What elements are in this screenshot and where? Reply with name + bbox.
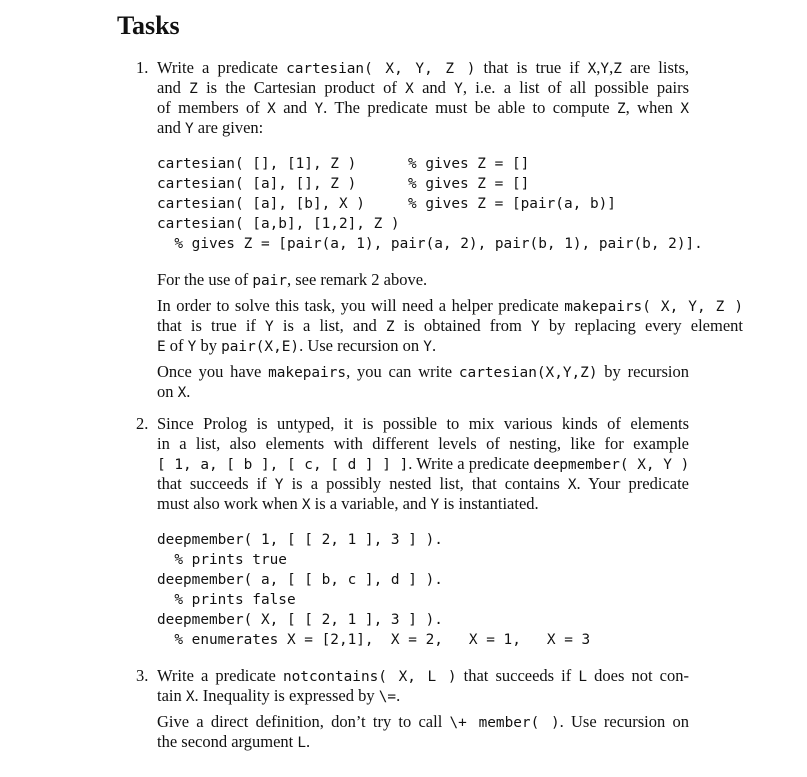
inline-code: Y <box>265 319 274 335</box>
text-segment: . <box>306 732 311 751</box>
text-segment: of <box>165 336 188 355</box>
text-segment: In order to solve this task, you will need a helper predicate <box>157 296 565 315</box>
text-segment: . <box>186 382 191 401</box>
inline-code: Z <box>385 319 395 335</box>
text-segment: in a list, also elements with different levels of nesting, like for example <box>157 434 689 453</box>
text-segment: on <box>157 382 178 401</box>
text-line <box>157 336 436 357</box>
inline-code: Z <box>613 61 622 77</box>
inline-code: pair <box>252 273 287 289</box>
text-segment: Write a predicate <box>157 58 287 77</box>
text-segment: are lists, <box>621 58 689 77</box>
text-segment: . Use recursion on <box>559 712 689 731</box>
inline-code: Y <box>531 319 540 335</box>
text-segment: the second argument <box>157 732 298 751</box>
inline-code: Y <box>274 477 284 493</box>
text-line <box>157 58 689 79</box>
inline-code: [ 1, a, [ b ], [ c, [ d ] ] ] <box>157 457 409 473</box>
text-segment: , you can write <box>346 362 459 381</box>
text-line <box>157 78 689 99</box>
inline-code: makepairs <box>268 365 347 381</box>
text-segment: that succeeds if <box>456 666 579 685</box>
inline-code: L <box>578 669 588 685</box>
text-line <box>157 118 263 139</box>
inline-code: X <box>177 385 187 401</box>
code-line: cartesian( [a], [], Z ) <box>157 176 357 192</box>
text-segment: that is true if <box>475 58 588 77</box>
inline-code: X <box>267 101 276 117</box>
code-line: deepmember( a, [ [ b, c ], d ] ). <box>157 572 443 588</box>
text-segment: does not con- <box>587 666 689 685</box>
inline-code: X <box>587 61 597 77</box>
text-line <box>157 414 689 434</box>
text-segment: , i.e. a list of all possible pairs <box>462 78 689 97</box>
inline-code: Y <box>184 121 194 137</box>
text-segment: is instantiated. <box>439 494 539 513</box>
text-segment: Give a direct definition, don’t try to call <box>157 712 450 731</box>
text-segment: is the Cartesian product of <box>197 78 406 97</box>
code-line: % prints false <box>157 592 296 608</box>
page-title: Tasks <box>117 11 180 40</box>
inline-code: Y <box>454 81 463 97</box>
text-segment: Once you have <box>157 362 269 381</box>
text-line <box>157 474 689 495</box>
task-1-number: 1. <box>136 58 149 77</box>
text-line <box>157 316 743 337</box>
text-line <box>157 732 310 753</box>
text-segment: . Your predicate <box>576 474 689 493</box>
text-line <box>157 712 689 733</box>
text-segment: , <box>596 58 601 77</box>
text-segment: . Inequality is expressed by <box>194 686 379 705</box>
text-segment: . Write a predicate <box>408 454 534 473</box>
inline-code: Y <box>600 61 610 77</box>
text-line <box>157 98 689 119</box>
text-segment: by replacing every element <box>539 316 743 335</box>
code-line: deepmember( 1, [ [ 2, 1 ], 3 ] ). <box>157 532 443 548</box>
inline-code: E <box>157 339 166 355</box>
text-segment: that succeeds if <box>157 474 275 493</box>
code-comment: % gives Z = [] <box>408 176 530 192</box>
inline-code: cartesian( X, Y, Z ) <box>286 61 476 77</box>
text-line <box>157 382 190 403</box>
inline-code: X <box>567 477 577 493</box>
text-segment: For the use of <box>157 270 253 289</box>
inline-code: \= <box>378 689 397 705</box>
task-2-number: 2. <box>136 414 149 433</box>
inline-code: X <box>405 81 414 97</box>
inline-code: deepmember( X, Y ) <box>533 457 690 473</box>
text-line <box>157 686 400 707</box>
text-segment: . The predicate must be able to compute <box>323 98 617 117</box>
inline-code: L <box>297 735 307 751</box>
text-segment: and <box>157 78 190 97</box>
text-segment: Write a predicate <box>157 666 283 685</box>
text-line <box>157 296 743 317</box>
code-line: cartesian( [a], [b], X ) <box>157 196 365 212</box>
text-segment: by <box>196 336 222 355</box>
inline-code: X <box>185 689 195 705</box>
text-segment: is obtained from <box>394 316 532 335</box>
code-line: cartesian( [a,b], [1,2], Z ) <box>157 216 400 232</box>
text-segment: . <box>396 686 401 705</box>
inline-code: makepairs( X, Y, Z ) <box>564 299 743 315</box>
code-comment: % gives Z = [pair(a, b)] <box>408 196 616 212</box>
text-segment: by recursion <box>597 362 689 381</box>
text-segment: , see remark 2 above. <box>286 270 428 289</box>
text-segment: Since Prolog is untyped, it is possible to mix various kinds of elements <box>157 414 689 433</box>
text-segment: that is true if <box>157 316 266 335</box>
text-segment: is a variable, and <box>310 494 431 513</box>
inline-code: Y <box>314 101 324 117</box>
text-segment: . <box>431 336 437 355</box>
inline-code: \+ member( ) <box>449 715 560 731</box>
inline-code: cartesian(X,Y,Z) <box>458 365 598 381</box>
text-segment: , <box>609 58 614 77</box>
text-segment: and <box>157 118 185 137</box>
text-line <box>157 666 689 687</box>
text-line <box>157 494 539 515</box>
code-line: cartesian( [], [1], Z ) <box>157 156 357 172</box>
text-line <box>157 454 689 475</box>
text-line <box>157 362 689 383</box>
code-line: deepmember( X, [ [ 2, 1 ], 3 ] ). <box>157 612 443 628</box>
text-line <box>157 434 689 454</box>
text-segment: are given: <box>193 118 264 137</box>
text-segment: must also work when <box>157 494 302 513</box>
text-segment: is a list, and <box>273 316 386 335</box>
task-3-number: 3. <box>136 666 149 685</box>
inline-code: pair(X,E) <box>221 339 300 355</box>
inline-code: Z <box>616 101 626 117</box>
text-segment: . Use recursion on <box>299 336 424 355</box>
code-line: % gives Z = [pair(a, 1), pair(a, 2), pair(b, 1), pair(b, 2)]. <box>157 236 703 252</box>
text-segment: , when <box>625 98 681 117</box>
inline-code: X <box>680 101 689 117</box>
inline-code: Y <box>430 497 440 513</box>
text-segment: tain <box>157 686 186 705</box>
inline-code: Y <box>423 339 432 355</box>
inline-code: Z <box>189 81 198 97</box>
text-segment: and <box>275 98 315 117</box>
text-segment: of members of <box>157 98 268 117</box>
inline-code: notcontains( X, L ) <box>282 669 457 685</box>
code-comment: % gives Z = [] <box>408 156 530 172</box>
text-segment: and <box>413 78 455 97</box>
text-segment: is a possibly nested list, that contains <box>283 474 568 493</box>
inline-code: Y <box>187 339 197 355</box>
text-line <box>157 270 427 291</box>
inline-code: X <box>301 497 311 513</box>
code-line: % prints true <box>157 552 287 568</box>
code-line: % enumerates X = [2,1], X = 2, X = 1, X = 3 <box>157 632 591 648</box>
